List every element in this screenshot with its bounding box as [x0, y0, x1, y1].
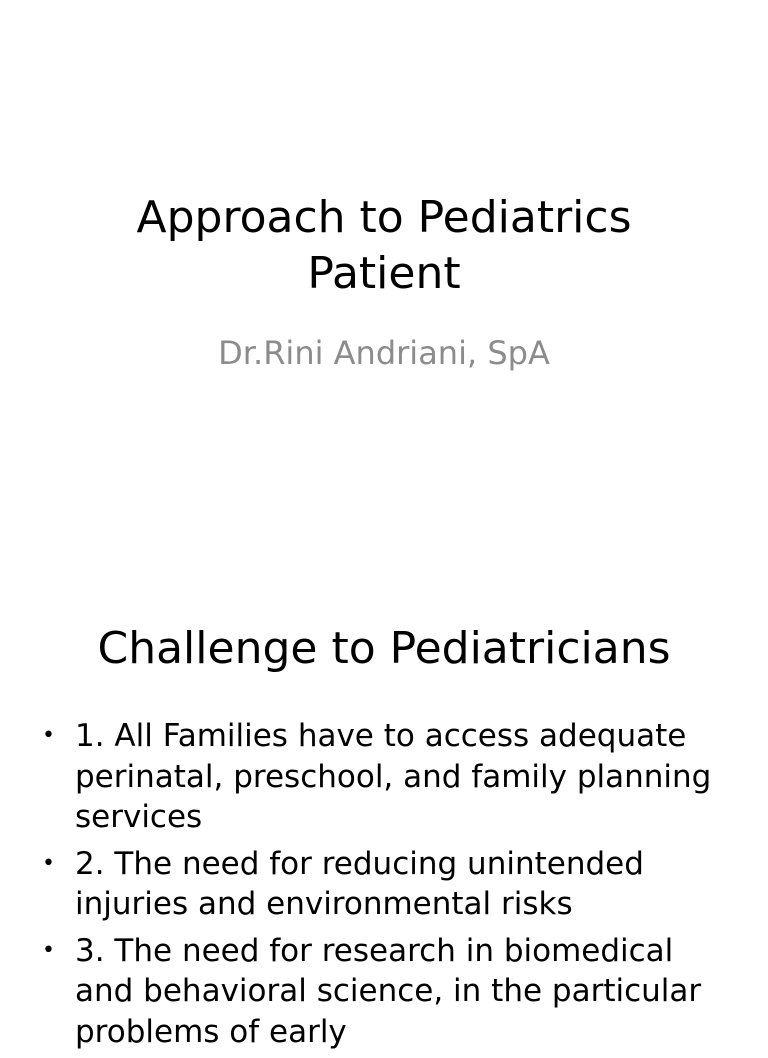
- bullet-text: 2. The need for reducing unintended injuries and environmental risks: [75, 845, 644, 922]
- slide-challenges: [0, 576, 768, 1050]
- presenter-name: Dr.Rini Andriani, SpA: [218, 334, 550, 372]
- bullet-icon: •: [42, 937, 55, 963]
- presentation-title: Approach to Pediatrics Patient: [136, 192, 632, 299]
- list-item: [42, 844, 732, 925]
- list-item: [42, 716, 732, 838]
- slide-heading: Challenge to Pediatricians: [97, 623, 671, 674]
- bullet-list: [42, 716, 732, 1058]
- bullet-text: 1. All Families have to access adequate perinatal, preschool, and family planning services: [75, 718, 712, 835]
- bullet-icon: •: [42, 850, 55, 876]
- bullet-text: 3. The need for research in biomedical and behavioral science, in the particular problems of early: [75, 932, 702, 1050]
- list-item: [42, 931, 732, 1053]
- bullet-icon: •: [42, 723, 55, 748]
